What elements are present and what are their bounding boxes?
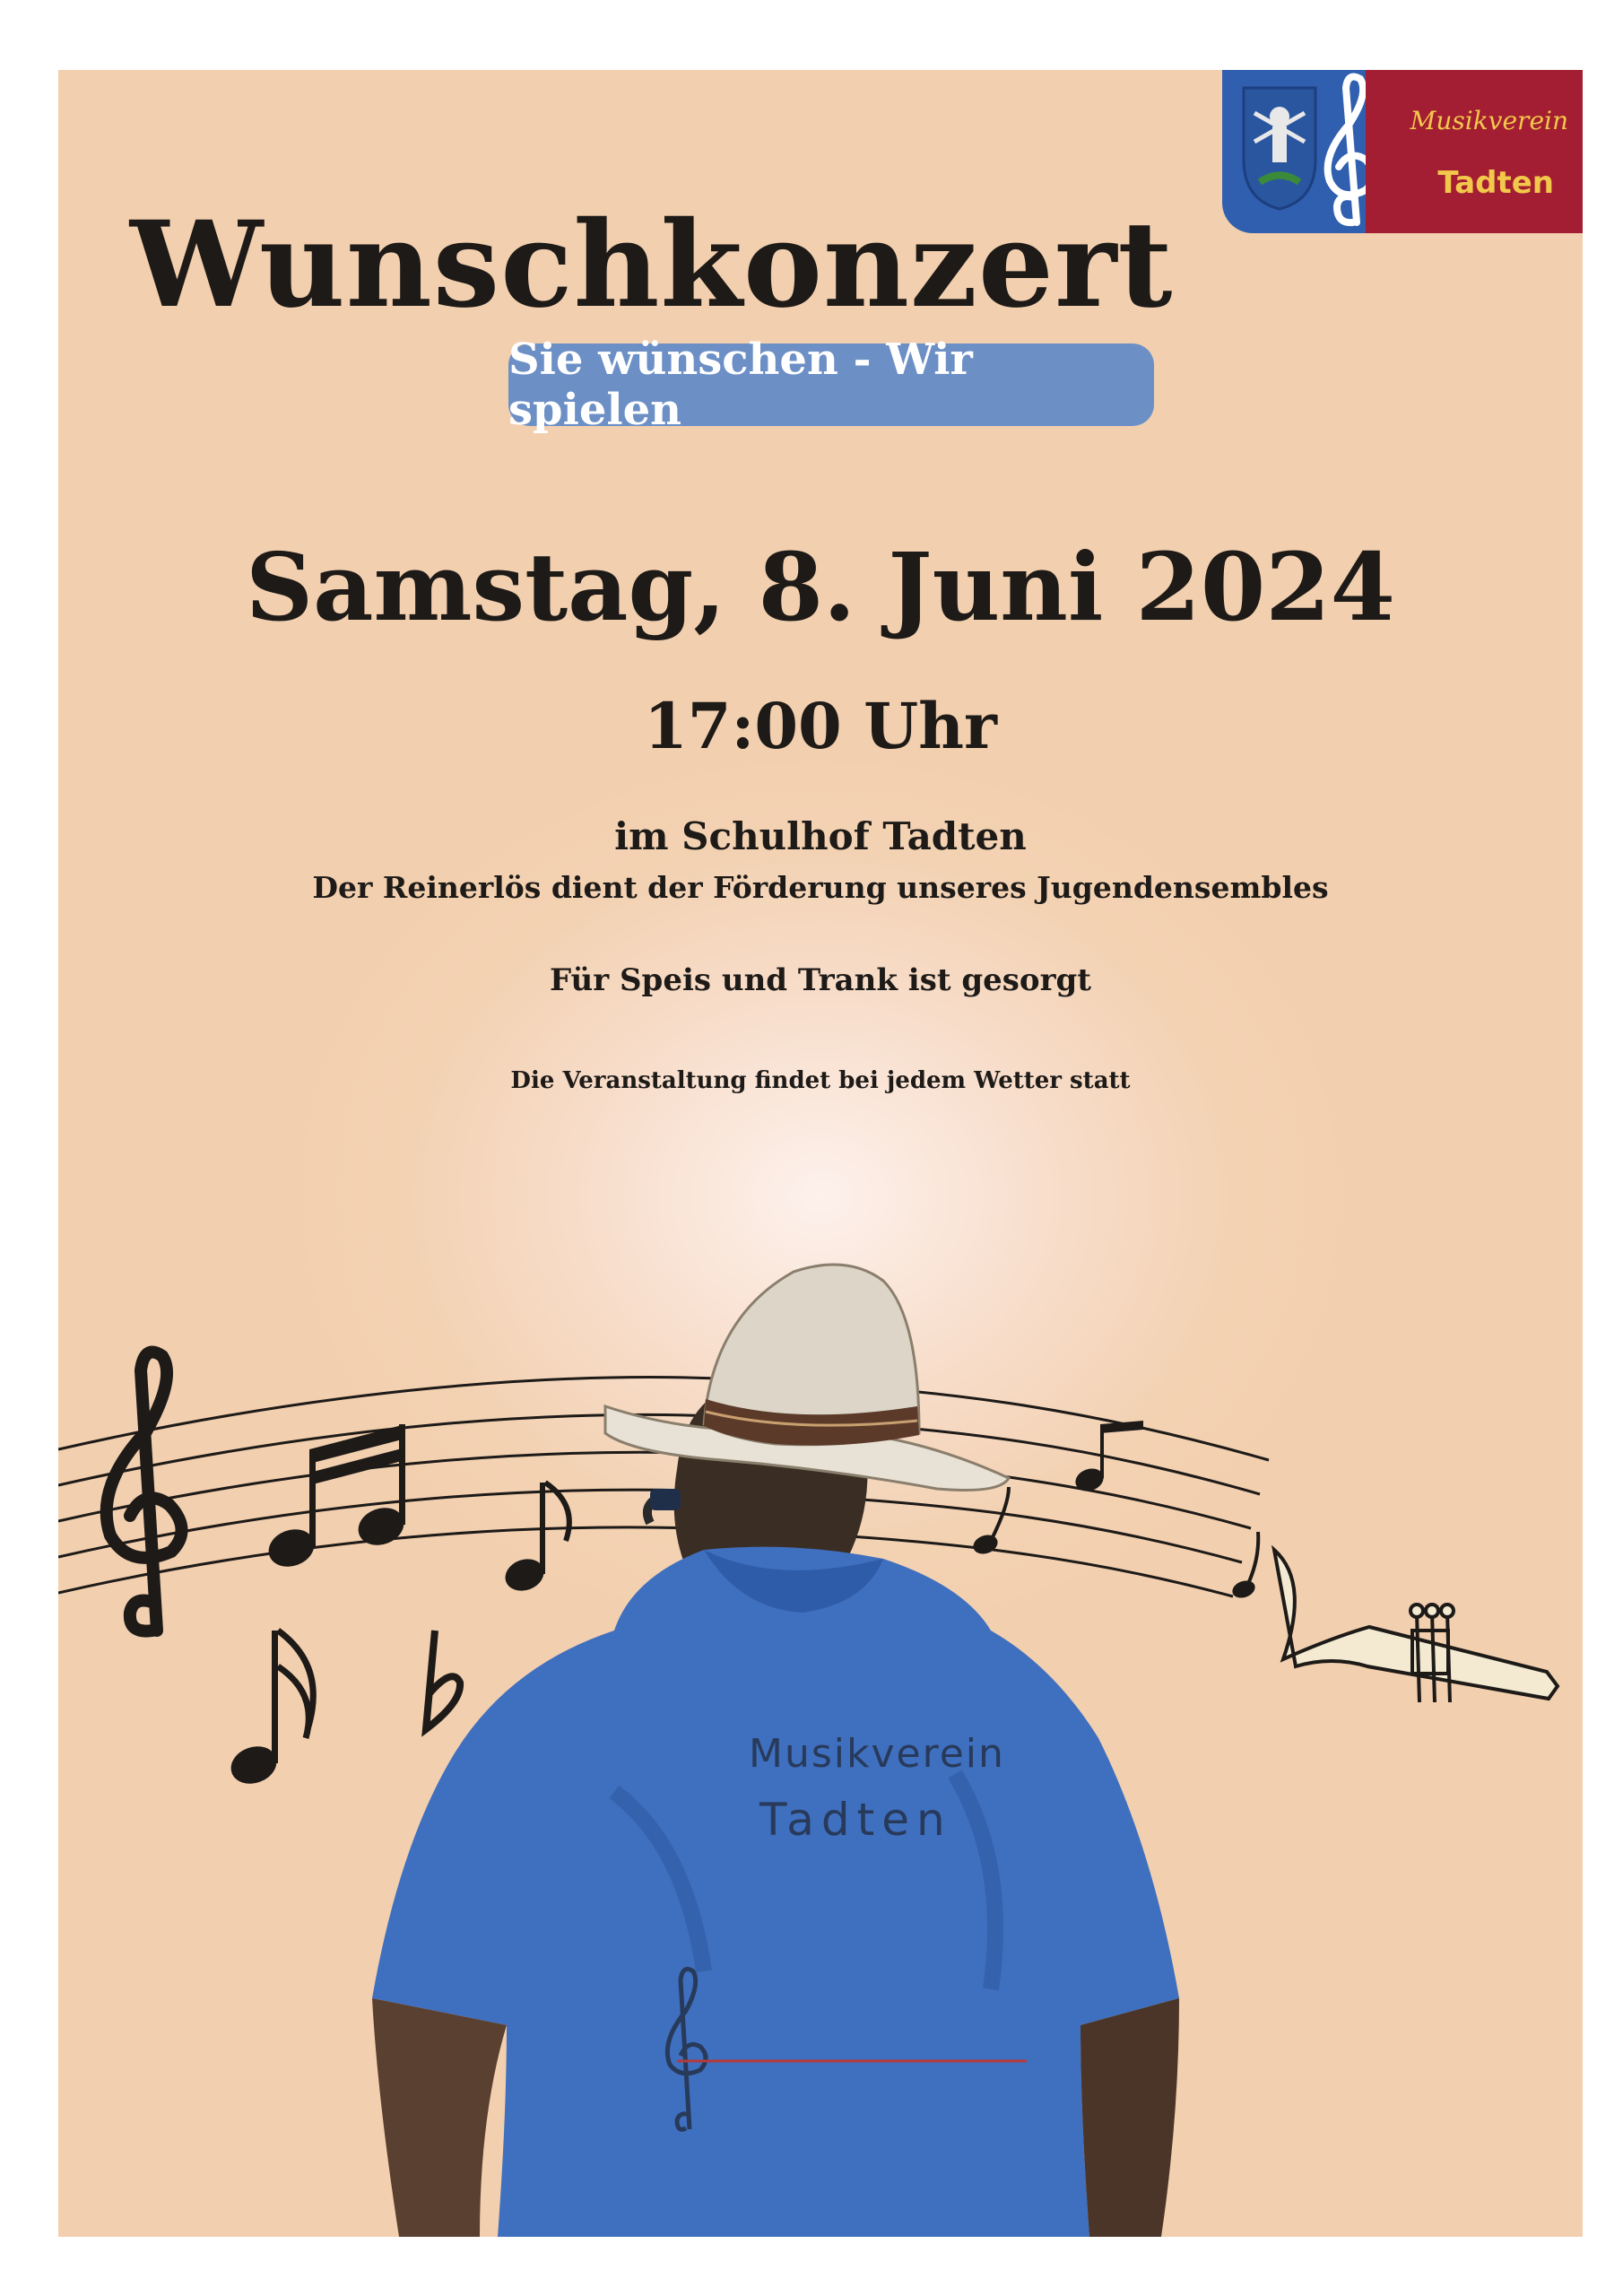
music-note-icon [264,1424,410,1573]
music-note-icon [226,1631,314,1790]
flat-sign-icon [426,1631,460,1729]
slogan-badge [508,335,1154,435]
logo-blue-panel [1222,70,1366,233]
proceeds-note: Der Reinerlös dient der Förderung unseres Jugendensembles [312,870,1329,905]
poster [58,70,1583,2237]
event-title: Wunschkonzert [130,196,1174,335]
treble-clef-icon [107,1352,182,1631]
event-venue: im Schulhof Tadten [614,814,1027,858]
event-date: Samstag, 8. Juni 2024 [245,532,1396,642]
music-note-icon [970,1421,1258,1601]
musician-illustration [58,1164,1583,2237]
logo-name-line2: Tadten [1437,165,1554,201]
logo-red-panel [1366,70,1583,233]
logo-name-line1: Musikverein [1410,106,1568,135]
musikverein-logo [1222,70,1583,233]
slogan-text: Sie wünschen - Wir spielen [508,335,973,435]
shirt-brand-line2: Tadten [759,1794,952,1846]
catering-note: Für Speis und Trank ist gesorgt [549,962,1091,998]
shirt-brand-line1: Musikverein [749,1731,1005,1777]
trumpet-icon [1274,1550,1558,1702]
music-note-icon [501,1483,569,1596]
weather-note: Die Veranstaltung findet bei jedem Wetter statt [510,1067,1131,1094]
event-time: 17:00 Uhr [644,689,997,763]
